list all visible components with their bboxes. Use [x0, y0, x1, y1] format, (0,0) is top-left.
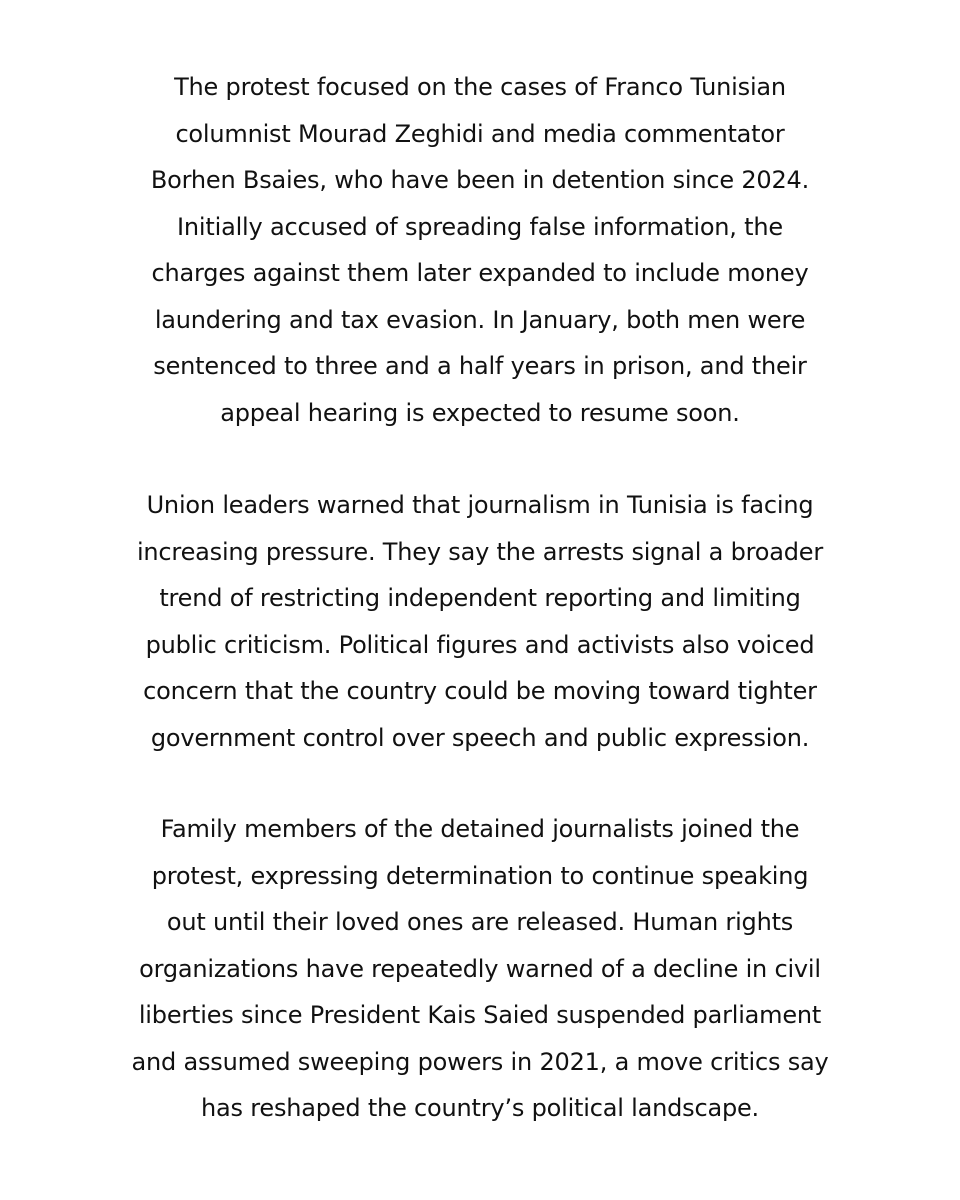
article-paragraph-1 — [10, 64, 950, 436]
paragraph-line: out until their loved ones are released. Human rights — [166, 908, 794, 936]
paragraph-line: protest, expressing determination to continue speaking — [151, 861, 809, 890]
paragraph-line: increasing pressure. They say the arrests signal a broader — [136, 537, 824, 566]
paragraph-line: appeal hearing is expected to resume soon. — [220, 398, 740, 427]
paragraph-line: trend of restricting independent reporting and limiting — [159, 584, 801, 612]
paragraph-line: government control over speech and public expression. — [150, 723, 810, 752]
paragraph-line: laundering and tax evasion. In January, both men were — [154, 305, 806, 334]
paragraph-line: Borhen Bsaies, who have been in detention since 2024. — [150, 166, 810, 194]
paragraph-line: liberties since President Kais Saied suspended parliament — [138, 1001, 822, 1029]
paragraph-line: The protest focused on the cases of Franco Tunisian — [174, 73, 786, 101]
paragraph-line: and assumed sweeping powers in 2021, a move critics say — [131, 1047, 829, 1076]
paragraph-line: Initially accused of spreading false information, the — [177, 212, 783, 241]
article-paragraph-2 — [10, 482, 950, 761]
paragraph-line: public criticism. Political figures and activists also voiced — [145, 630, 815, 659]
paragraph-line: charges against them later expanded to include money — [151, 259, 809, 287]
paragraph-line: concern that the country could be moving toward tighter — [143, 677, 817, 705]
paragraph-line: has reshaped the country’s political landscape. — [201, 1094, 759, 1122]
paragraph-line: Union leaders warned that journalism in Tunisia is facing — [146, 491, 814, 519]
article-paragraph-3 — [10, 806, 950, 1132]
paragraph-line: sentenced to three and a half years in prison, and their — [153, 352, 807, 380]
paragraph-line: organizations have repeatedly warned of a decline in civil — [139, 954, 821, 983]
paragraph-line: Family members of the detained journalists joined the — [160, 815, 800, 843]
paragraph-line: columnist Mourad Zeghidi and media commentator — [175, 119, 785, 148]
